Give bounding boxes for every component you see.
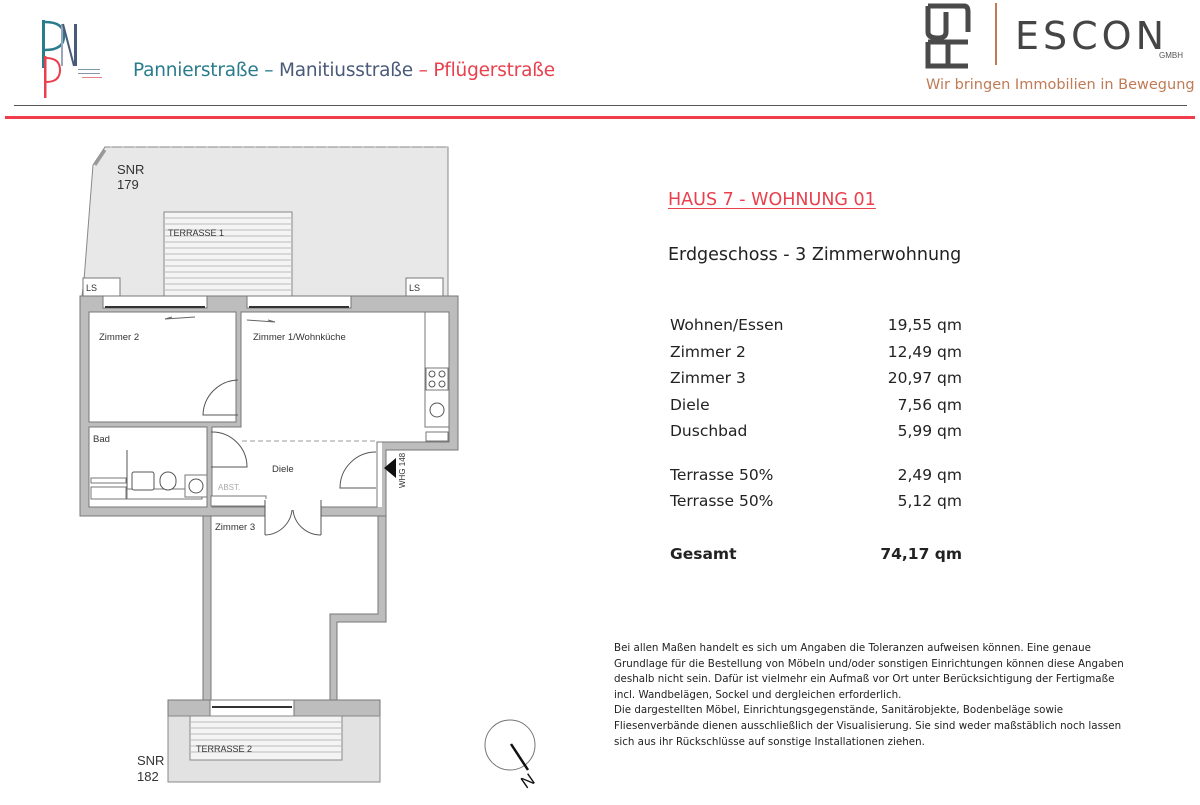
area-table: [670, 312, 962, 567]
area-name: Diele: [670, 395, 710, 414]
area-name: Zimmer 3: [670, 369, 746, 387]
street-names: [133, 60, 555, 81]
area-row-diele: [670, 392, 962, 419]
ls-left-label: LS: [86, 283, 98, 293]
area-value: 12,49 qm: [887, 342, 962, 361]
pmp-logo: [34, 18, 114, 100]
disclaimer: [614, 641, 1134, 750]
room-zimmer3-label: Zimmer 3: [215, 522, 256, 533]
escon-gmbh: GMBH: [1159, 51, 1183, 60]
area-row-zimmer2: [670, 339, 962, 366]
snr-182-line2: 182: [137, 769, 159, 784]
area-total-value: 74,17 qm: [880, 544, 962, 563]
floor-plan: [0, 120, 600, 800]
unit-title: HAUS 7 - WOHNUNG 01: [668, 190, 876, 210]
area-value: 19,55 qm: [887, 316, 962, 334]
snr-179-line2: 179: [117, 177, 139, 192]
north-label: N: [517, 769, 539, 793]
street-manitius: Manitiusstraße: [278, 60, 413, 81]
snr-182-line1: SNR: [137, 753, 165, 768]
entrance-label: WHG 148: [398, 452, 407, 488]
north-arrow-icon: [485, 720, 538, 792]
escon-divider: [995, 3, 997, 65]
area-row-zimmer3: [670, 365, 962, 392]
street-pannier: Pannierstraße: [133, 60, 259, 81]
room-zimmer1-label: Zimmer 1/Wohnküche: [253, 332, 346, 343]
area-value: 5,99 qm: [897, 422, 962, 440]
area-value: 7,56 qm: [897, 395, 962, 414]
area-row-terrace-2: [670, 488, 962, 515]
area-row-wohnen: [670, 312, 962, 339]
area-row-duschbad: [670, 418, 962, 445]
escon-tagline: Wir bringen Immobilien in Bewegung: [926, 77, 1195, 93]
area-name: Duschbad: [670, 422, 748, 440]
snr-179-line1: SNR: [117, 162, 145, 177]
area-name: Wohnen/Essen: [670, 316, 784, 334]
disclaimer-paragraph-2: Die dargestellten Möbel, Einrichtungsgegenstände, Sanitärobjekte, Bodenbeläge sowie Fliesenverbände dienen ausschließlich der Visualisierung. Sie sind weder maßstäblich noch lassen sich aus ihr Rückschlüsse auf sonstige Installationen ziehen.: [614, 704, 1122, 748]
area-name: Zimmer 2: [670, 342, 746, 361]
room-diele-label: Diele: [272, 464, 294, 475]
terrace-1-label: TERRASSE 1: [168, 228, 225, 238]
area-row-total: [670, 541, 962, 568]
header-divider-red: [5, 116, 1195, 119]
disclaimer-paragraph-1: Bei allen Maßen handelt es sich um Angaben die Toleranzen aufweisen können. Eine genaue Grundlage für die Bestellung von Möbeln und/oder sonstigen Einrichtungen können diese Angaben deshalb nicht sein. Dafür ist vielmehr ein Aufmaß vor Ort unter Berücksichtigung der Fertigmaße incl. Wandbelägen, Sockel und dergleichen erforderlich.: [614, 642, 1124, 701]
street-pflueger: – Pflügerstraße: [412, 60, 555, 81]
room-zimmer2-label: Zimmer 2: [99, 332, 140, 343]
escon-wordmark: ESCON: [1015, 14, 1168, 58]
abst-label: ABST.: [218, 483, 241, 492]
area-value: 5,12 qm: [897, 492, 962, 510]
header-divider-gray: [14, 105, 1187, 106]
area-row-terrace-1: [670, 462, 962, 489]
area-name: Terrasse 50%: [670, 465, 774, 484]
street-sep-1: –: [258, 60, 279, 81]
unit-subtitle: Erdgeschoss - 3 Zimmerwohnung: [668, 245, 962, 265]
area-total-name: Gesamt: [670, 544, 737, 563]
escon-logo-mark: [924, 2, 984, 70]
room-bad-label: Bad: [93, 434, 110, 445]
ls-right-label: LS: [409, 283, 421, 293]
area-name: Terrasse 50%: [670, 492, 774, 510]
area-value: 2,49 qm: [897, 465, 962, 484]
area-value: 20,97 qm: [887, 369, 962, 387]
terrace-2-label: TERRASSE 2: [196, 744, 253, 754]
